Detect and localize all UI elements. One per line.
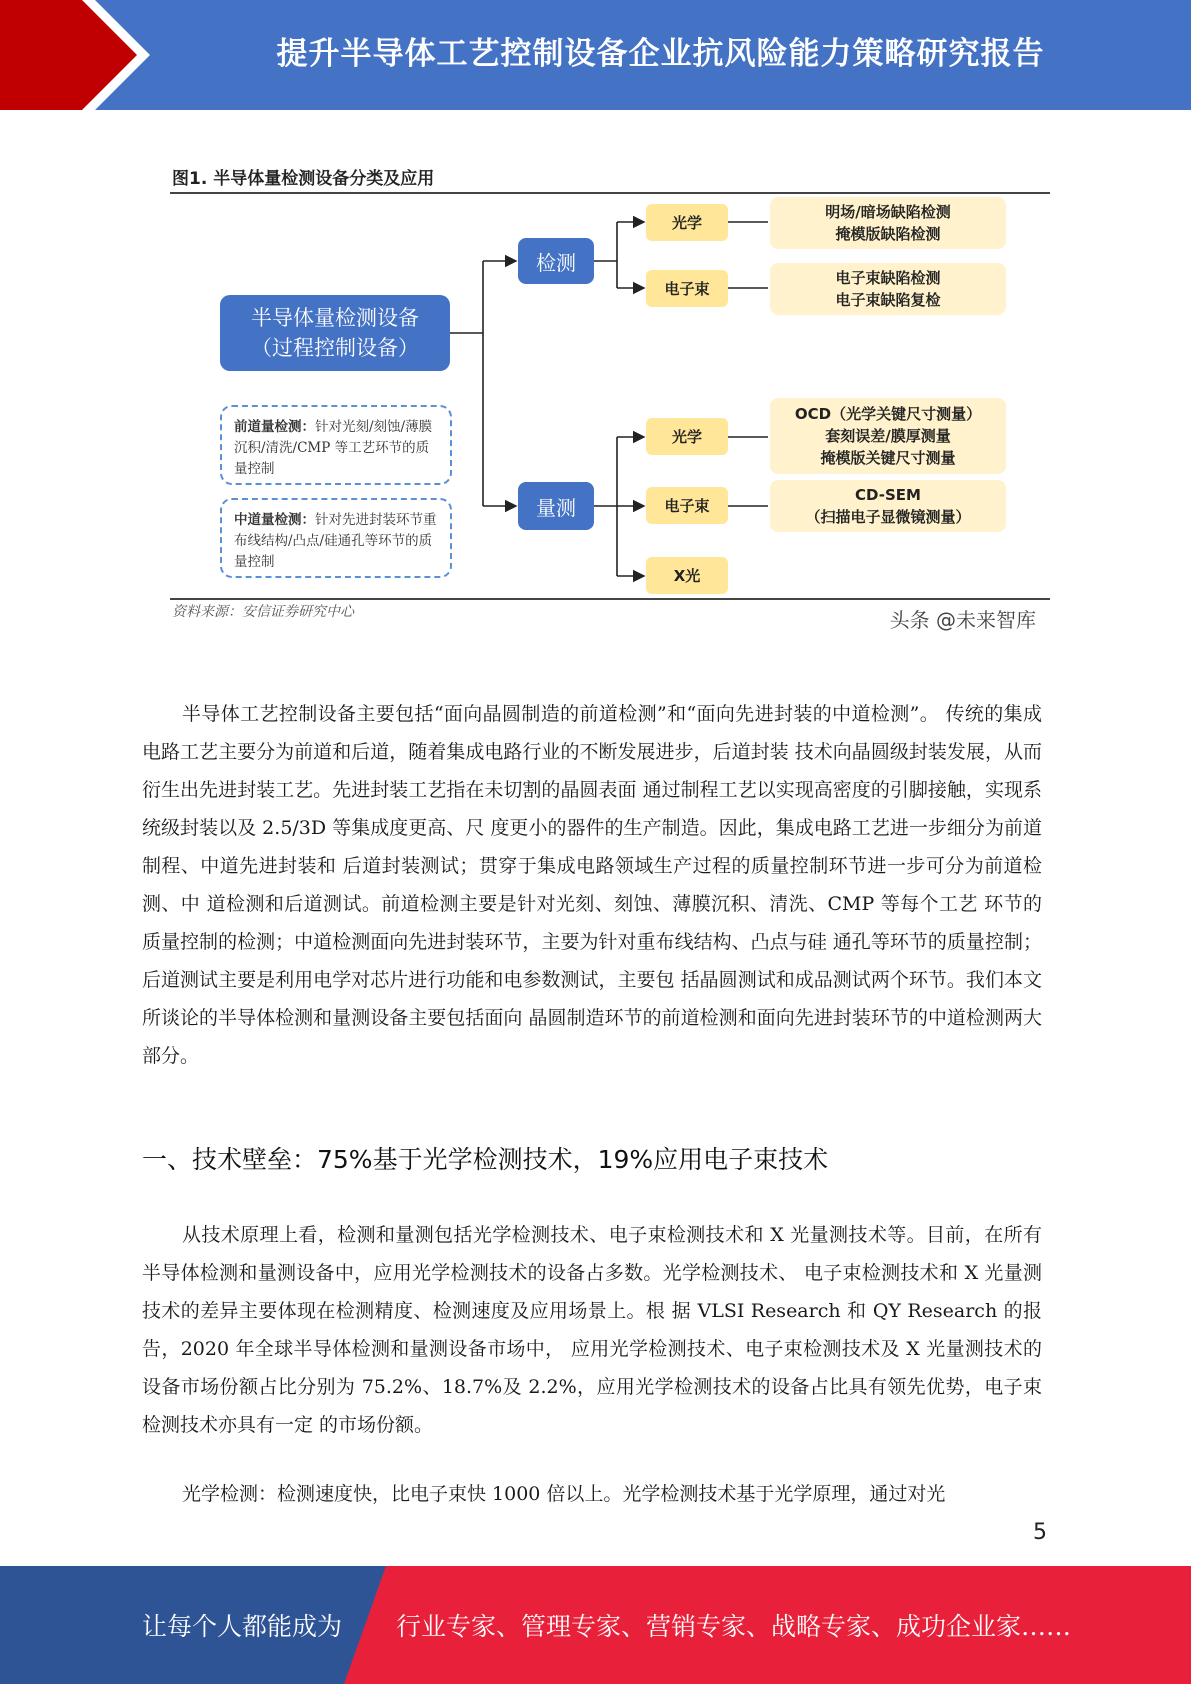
body-paragraph-1: 半导体工艺控制设备主要包括“面向晶圆制造的前道检测”和“面向先进封装的中道检测”。 传统的集成电路工艺主要分为前道和后道，随着集成电路行业的不断发展进步，后道封装 技术向晶圆级封装发展，从而衍生出先进封装工艺。先进封装工艺指在未切割的晶圆表面 通过制程工艺以实现高密度的引脚接触，实现系统级封装以及 2.5/3D 等集成度更高、尺 度更小的器件的生产制造。因此，集成电路工艺进一步细分为前道制程、中道先进封装和 后道封装测试；贯穿于集成电路领域生产过程的质量控制环节进一步可分为前道检测、中 道检测和后道测试。前道检测主要是针对光刻、刻蚀、薄膜沉积、清洗、CMP 等每个工艺 环节的质量控制的检测；中道检测面向先进封装环节，主要为针对重布线结构、凸点与硅 通孔等环节的质量控制；后道测试主要是利用电学对芯片进行功能和电参数测试，主要包 括晶圆测试和成品测试两个环节。我们本文所谈论的半导体检测和量测设备主要包括面向 晶圆制造环节的前道检测和面向先进封装环节的中道检测两大部分。: [142, 703, 1042, 1067]
header-arrow-decoration: [0, 0, 160, 110]
footer-slogan-left: 让每个人都能成为: [142, 1612, 343, 1641]
inspection-optical-desc-line: 掩模版缺陷检测: [835, 225, 941, 243]
inspection-optical-desc-line: 明场/暗场缺陷检测: [825, 203, 951, 221]
note-front-term: 前道量检测：: [234, 419, 315, 435]
metrology-optical-desc-line: OCD（光学关键尺寸测量）: [794, 405, 982, 423]
root-node-line1: 半导体量检测设备: [251, 306, 419, 330]
root-node-line2: （过程控制设备）: [251, 336, 419, 360]
metrology-optical-desc: [770, 398, 1006, 474]
page-header: [0, 0, 1191, 110]
body-paragraph-2: 从技术原理上看，检测和量测包括光学检测技术、电子束检测技术和 X 光量测技术等。目前，在所有半导体检测和量测设备中，应用光学检测技术的设备占多数。光学检测技术、 电子束检测技术和 X 光量测技术的差异主要体现在检测精度、检测速度及应用场景上。根 据 VLSI Research 和 QY Research 的报告，2020 年全球半导体检测和量测设备市场中， 应用光学检测技术、电子束检测技术及 X 光量测技术的设备市场份额占比分别为 75.2%、18.7%及 2.2%，应用光学检测技术的设备占比具有领先优势，电子束检测技术亦具有一定 的市场份额。: [142, 1224, 1042, 1436]
figure-title: 图1. 半导体量检测设备分类及应用: [172, 169, 435, 189]
watermark: 头条 @未来智库: [889, 608, 1036, 632]
inspection-ebeam-desc-line: 电子束缺陷检测: [835, 269, 941, 287]
footer-slogan-right: 行业专家、管理专家、营销专家、战略专家、成功企业家……: [396, 1612, 1072, 1641]
metrology-ebeam-desc-line: （扫描电子显微镜测量）: [805, 508, 971, 526]
note-mid-end: [220, 498, 452, 578]
note-mid-term: 中道量检测：: [234, 512, 315, 528]
note-front-end: [220, 405, 452, 485]
metrology-ebeam-desc-line: CD-SEM: [855, 486, 921, 504]
note-mid-text: 针对先进封装环节重布线结构/凸点/硅通孔等环节的质量控制: [234, 512, 437, 570]
metrology-xray-node: X光: [646, 557, 728, 594]
figure-source: 资料来源：安信证券研究中心: [172, 604, 354, 620]
inspection-ebeam-desc: [770, 263, 1006, 315]
inspection-optical-node: 光学: [646, 204, 728, 241]
metrology-node: 量测: [518, 482, 594, 530]
metrology-optical-desc-line: 掩模版关键尺寸测量: [820, 449, 956, 467]
inspection-node: 检测: [518, 238, 594, 284]
metrology-optical-desc-line: 套刻误差/膜厚测量: [825, 427, 951, 445]
metrology-optical-node: 光学: [646, 418, 728, 455]
root-node: [220, 295, 450, 371]
page-number: 5: [1033, 1520, 1047, 1545]
inspection-ebeam-node: 电子束: [646, 270, 728, 307]
inspection-optical-desc: [770, 197, 1006, 249]
figure-bottom-rule: [170, 598, 1050, 600]
body-paragraph-3: 光学检测：检测速度快，比电子束快 1000 倍以上。光学检测技术基于光学原理，通过对光: [182, 1483, 946, 1505]
metrology-ebeam-node: 电子束: [646, 487, 728, 524]
report-title: 提升半导体工艺控制设备企业抗风险能力策略研究报告: [276, 35, 1045, 72]
figure-classification-diagram: [170, 160, 1050, 630]
section-heading: 一、技术壁垒：75%基于光学检测技术，19%应用电子束技术: [142, 1145, 829, 1174]
metrology-ebeam-desc: [770, 480, 1006, 532]
note-front-text: 针对光刻/刻蚀/薄膜沉积/清洗/CMP 等工艺环节的质量控制: [234, 419, 433, 477]
page-footer: [0, 1566, 1191, 1684]
inspection-ebeam-desc-line: 电子束缺陷复检: [835, 291, 941, 309]
